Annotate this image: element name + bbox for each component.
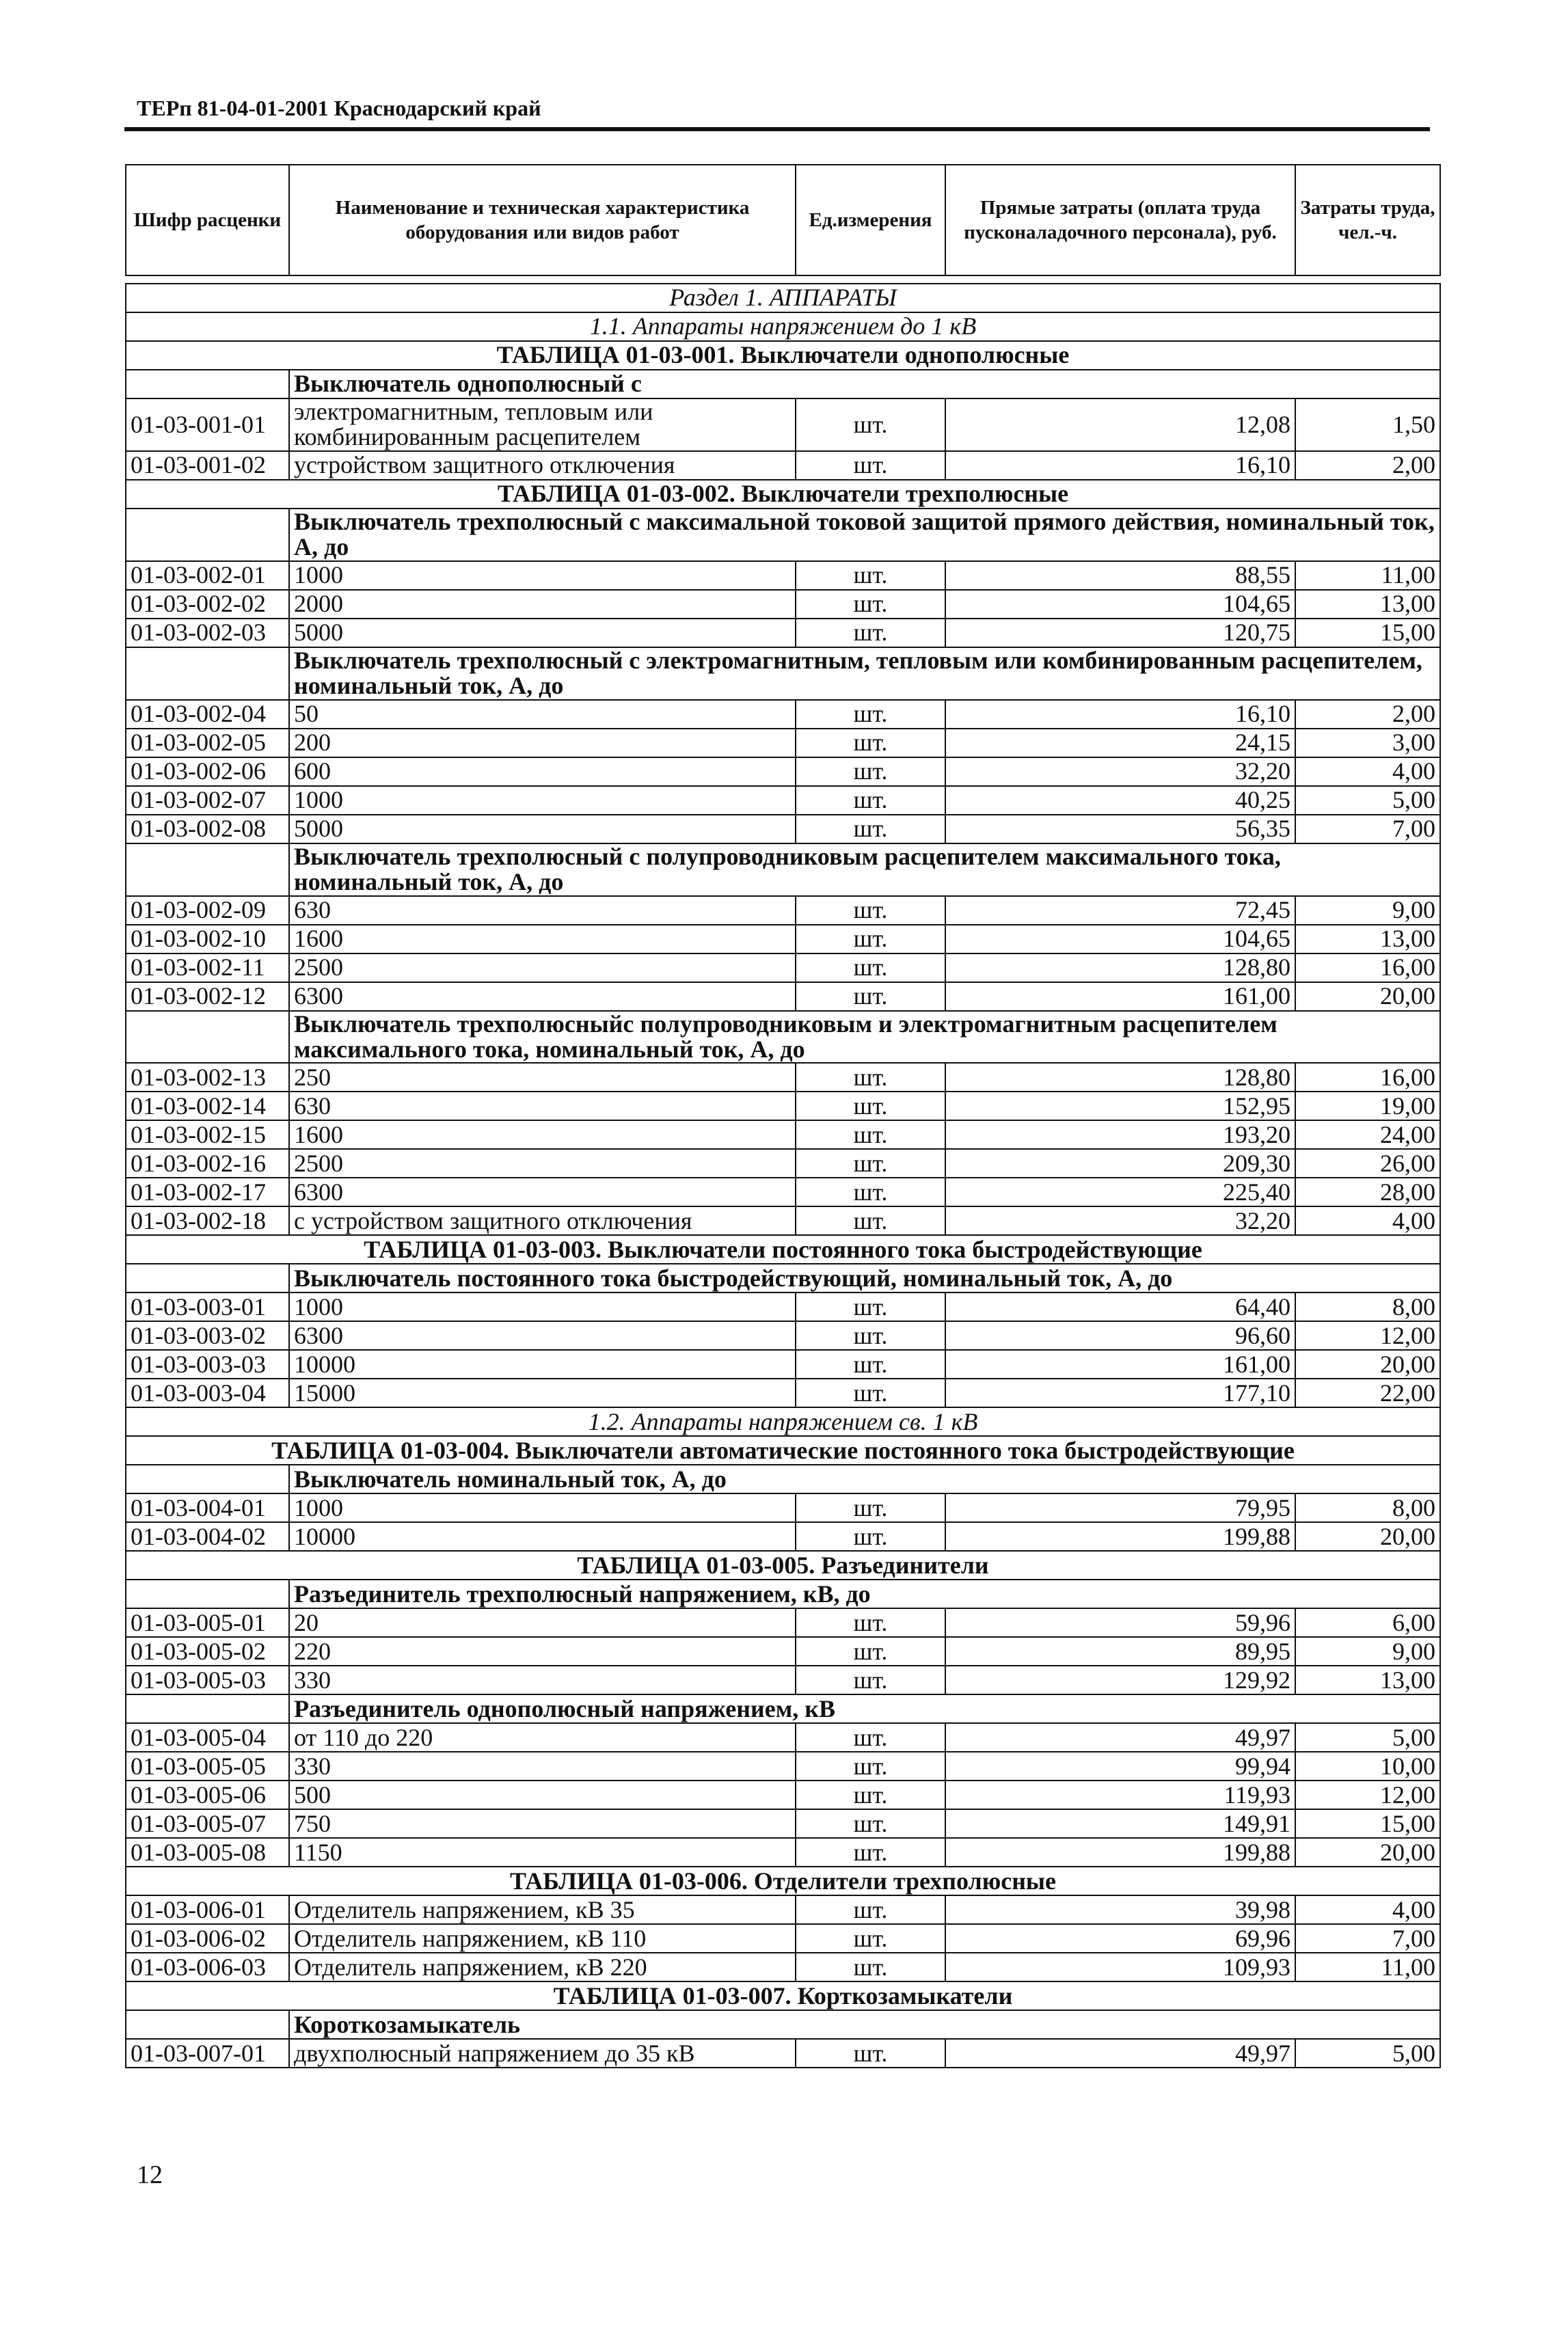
cell-name: Отделитель напряжением, кВ 35 [289, 1895, 796, 1924]
cell-labor: 20,00 [1295, 982, 1440, 1011]
cell-labor: 4,00 [1295, 1206, 1440, 1235]
cell-code: 01-03-006-02 [126, 1924, 289, 1953]
group-row [126, 843, 1440, 896]
cell-labor: 22,00 [1295, 1379, 1440, 1407]
table-row [126, 1723, 1440, 1752]
group-title: Выключатель трехполюсныйс полупроводниковым и электромагнитным расцепителем максимального тока, номинальный ток, А, до [289, 1011, 1440, 1064]
cell-code: 01-03-004-01 [126, 1493, 289, 1522]
table-row [126, 982, 1440, 1011]
cell-name: 5000 [289, 815, 796, 843]
group-title: Выключатель номинальный ток, А, до [289, 1465, 1440, 1493]
cell-name: 1000 [289, 1293, 796, 1321]
cell-direct-cost: 88,55 [945, 561, 1295, 590]
cell-labor: 4,00 [1295, 1895, 1440, 1924]
cell-direct-cost: 161,00 [945, 1350, 1295, 1379]
cell-direct-cost: 79,95 [945, 1493, 1295, 1522]
table-title: ТАБЛИЦА 01-03-002. Выключатели трехполюсные [126, 480, 1440, 509]
cell-labor: 16,00 [1295, 953, 1440, 982]
cell-unit: шт. [796, 2039, 945, 2068]
cell-direct-cost: 24,15 [945, 729, 1295, 757]
cell-labor: 20,00 [1295, 1350, 1440, 1379]
cell-labor: 12,00 [1295, 1321, 1440, 1350]
cell-labor: 13,00 [1295, 590, 1440, 619]
cell-unit: шт. [796, 925, 945, 953]
cell-labor: 8,00 [1295, 1293, 1440, 1321]
cell-name: 1600 [289, 1120, 796, 1149]
cell-unit: шт. [796, 953, 945, 982]
cell-direct-cost: 56,35 [945, 815, 1295, 843]
group-code-cell [126, 843, 289, 896]
cell-unit: шт. [796, 1809, 945, 1838]
group-row [126, 1011, 1440, 1064]
cell-name: 200 [289, 729, 796, 757]
cell-labor: 28,00 [1295, 1178, 1440, 1206]
group-row [126, 370, 1440, 398]
table-title-row [126, 1235, 1440, 1264]
cell-code: 01-03-002-02 [126, 590, 289, 619]
group-row [126, 509, 1440, 561]
cell-name: Отделитель напряжением, кВ 110 [289, 1924, 796, 1953]
cell-code: 01-03-004-02 [126, 1522, 289, 1551]
table-row [126, 2039, 1440, 2068]
cell-unit: шт. [796, 786, 945, 815]
table-row [126, 1379, 1440, 1407]
cell-name: 220 [289, 1637, 796, 1666]
cell-unit: шт. [796, 1149, 945, 1178]
cell-code: 01-03-005-08 [126, 1838, 289, 1867]
cell-direct-cost: 128,80 [945, 953, 1295, 982]
header-code: Шифр расценки [126, 165, 289, 275]
group-row [126, 2010, 1440, 2039]
cell-code: 01-03-002-04 [126, 700, 289, 729]
table-row [126, 1321, 1440, 1350]
cell-direct-cost: 69,96 [945, 1924, 1295, 1953]
group-code-cell [126, 2010, 289, 2039]
table-row [126, 1206, 1440, 1235]
cell-labor: 1,50 [1295, 398, 1440, 451]
cell-name: 2500 [289, 1149, 796, 1178]
cell-direct-cost: 32,20 [945, 1206, 1295, 1235]
cell-code: 01-03-005-01 [126, 1608, 289, 1637]
cell-labor: 20,00 [1295, 1522, 1440, 1551]
cell-code: 01-03-007-01 [126, 2039, 289, 2068]
cell-name: 15000 [289, 1379, 796, 1407]
cell-direct-cost: 129,92 [945, 1666, 1295, 1694]
table-row [126, 1781, 1440, 1809]
cell-unit: шт. [796, 1379, 945, 1407]
group-title: Выключатель постоянного тока быстродействующий, номинальный ток, А, до [289, 1264, 1440, 1293]
table-row [126, 896, 1440, 925]
cell-unit: шт. [796, 1608, 945, 1637]
cell-name: 330 [289, 1752, 796, 1781]
group-row [126, 1264, 1440, 1293]
cell-name: 630 [289, 1092, 796, 1120]
table-row [126, 1752, 1440, 1781]
cell-labor: 24,00 [1295, 1120, 1440, 1149]
cell-direct-cost: 64,40 [945, 1293, 1295, 1321]
header-spacer [126, 275, 1440, 284]
table-title-row [126, 341, 1440, 370]
cell-unit: шт. [796, 1666, 945, 1694]
group-title: Выключатель однополюсный с [289, 370, 1440, 398]
cell-unit: шт. [796, 1838, 945, 1867]
table-title-row [126, 1981, 1440, 2010]
table-title-row [126, 1867, 1440, 1895]
cell-code: 01-03-002-17 [126, 1178, 289, 1206]
cell-name: двухполюсный напряжением до 35 кВ [289, 2039, 796, 2068]
cell-labor: 7,00 [1295, 1924, 1440, 1953]
table-body [126, 284, 1440, 2068]
cell-direct-cost: 12,08 [945, 398, 1295, 451]
table-row [126, 1809, 1440, 1838]
cell-direct-cost: 199,88 [945, 1838, 1295, 1867]
cell-labor: 11,00 [1295, 561, 1440, 590]
cell-unit: шт. [796, 700, 945, 729]
table-row [126, 561, 1440, 590]
cell-name: 50 [289, 700, 796, 729]
cell-labor: 5,00 [1295, 2039, 1440, 2068]
group-code-cell [126, 1580, 289, 1608]
cell-unit: шт. [796, 982, 945, 1011]
cell-labor: 26,00 [1295, 1149, 1440, 1178]
cell-direct-cost: 16,10 [945, 700, 1295, 729]
cell-code: 01-03-002-01 [126, 561, 289, 590]
table-row [126, 1838, 1440, 1867]
header-unit: Ед.измерения [796, 165, 945, 275]
table-row [126, 398, 1440, 451]
cell-direct-cost: 120,75 [945, 619, 1295, 647]
cell-unit: шт. [796, 590, 945, 619]
cell-unit: шт. [796, 1637, 945, 1666]
cell-code: 01-03-003-04 [126, 1379, 289, 1407]
table-row [126, 786, 1440, 815]
cell-code: 01-03-002-05 [126, 729, 289, 757]
cell-labor: 5,00 [1295, 1723, 1440, 1752]
table-title: ТАБЛИЦА 01-03-003. Выключатели постоянного тока быстродействующие [126, 1235, 1440, 1264]
cell-name: 20 [289, 1608, 796, 1637]
cell-code: 01-03-005-07 [126, 1809, 289, 1838]
cell-name: 630 [289, 896, 796, 925]
header-labor: Затраты труда, чел.-ч. [1295, 165, 1440, 275]
table-title: ТАБЛИЦА 01-03-005. Разъединители [126, 1551, 1440, 1580]
cell-unit: шт. [796, 451, 945, 480]
table-row [126, 1063, 1440, 1092]
table-title-row [126, 1551, 1440, 1580]
table-row [126, 1120, 1440, 1149]
table-row [126, 815, 1440, 843]
cell-labor: 13,00 [1295, 925, 1440, 953]
cell-direct-cost: 39,98 [945, 1895, 1295, 1924]
table-row [126, 590, 1440, 619]
cell-unit: шт. [796, 896, 945, 925]
cell-labor: 11,00 [1295, 1953, 1440, 1981]
table-row [126, 757, 1440, 786]
cell-direct-cost: 32,20 [945, 757, 1295, 786]
cell-labor: 7,00 [1295, 815, 1440, 843]
cell-unit: шт. [796, 729, 945, 757]
cell-code: 01-03-002-08 [126, 815, 289, 843]
cell-direct-cost: 49,97 [945, 1723, 1295, 1752]
cell-code: 01-03-002-16 [126, 1149, 289, 1178]
cell-labor: 19,00 [1295, 1092, 1440, 1120]
cell-direct-cost: 104,65 [945, 590, 1295, 619]
group-row [126, 647, 1440, 700]
cell-labor: 15,00 [1295, 1809, 1440, 1838]
group-title: Выключатель трехполюсный с полупроводниковым расцепителем максимального тока, номинальный ток, А, до [289, 843, 1440, 896]
group-title: Разъединитель однополюсный напряжением, кВ [289, 1694, 1440, 1723]
table-row [126, 1666, 1440, 1694]
cell-name: 10000 [289, 1522, 796, 1551]
cell-unit: шт. [796, 398, 945, 451]
cell-direct-cost: 152,95 [945, 1092, 1295, 1120]
cell-unit: шт. [796, 1092, 945, 1120]
group-title: Короткозамыкатель [289, 2010, 1440, 2039]
cell-code: 01-03-002-09 [126, 896, 289, 925]
cell-name: 6300 [289, 1178, 796, 1206]
cell-name: 1000 [289, 786, 796, 815]
cell-unit: шт. [796, 757, 945, 786]
cell-name: 5000 [289, 619, 796, 647]
cell-code: 01-03-005-02 [126, 1637, 289, 1666]
table-header [126, 165, 1440, 284]
group-title: Выключатель трехполюсный с максимальной токовой защитой прямого действия, номинальный ток, А, до [289, 509, 1440, 561]
cell-unit: шт. [796, 1321, 945, 1350]
cell-direct-cost: 199,88 [945, 1522, 1295, 1551]
cell-code: 01-03-006-03 [126, 1953, 289, 1981]
cell-unit: шт. [796, 1493, 945, 1522]
cell-labor: 15,00 [1295, 619, 1440, 647]
cell-direct-cost: 119,93 [945, 1781, 1295, 1809]
cell-labor: 13,00 [1295, 1666, 1440, 1694]
cell-code: 01-03-003-03 [126, 1350, 289, 1379]
cell-name: от 110 до 220 [289, 1723, 796, 1752]
cell-code: 01-03-002-14 [126, 1092, 289, 1120]
cell-labor: 6,00 [1295, 1608, 1440, 1637]
table-title: ТАБЛИЦА 01-03-006. Отделители трехполюсные [126, 1867, 1440, 1895]
subsection-title: 1.2. Аппараты напряжением св. 1 кВ [126, 1407, 1440, 1436]
table-row [126, 1350, 1440, 1379]
cell-unit: шт. [796, 1752, 945, 1781]
table-title: ТАБЛИЦА 01-03-001. Выключатели однополюсные [126, 341, 1440, 370]
cell-labor: 3,00 [1295, 729, 1440, 757]
cell-direct-cost: 193,20 [945, 1120, 1295, 1149]
page-number: 12 [137, 2161, 163, 2189]
cell-unit: шт. [796, 1924, 945, 1953]
cell-code: 01-03-003-02 [126, 1321, 289, 1350]
cell-name: 1000 [289, 1493, 796, 1522]
group-code-cell [126, 370, 289, 398]
group-code-cell [126, 509, 289, 561]
cell-code: 01-03-005-05 [126, 1752, 289, 1781]
table-row [126, 925, 1440, 953]
group-code-cell [126, 1465, 289, 1493]
cell-code: 01-03-002-03 [126, 619, 289, 647]
table-row [126, 1493, 1440, 1522]
subsection-row [126, 312, 1440, 341]
cell-labor: 2,00 [1295, 451, 1440, 480]
cell-name: 330 [289, 1666, 796, 1694]
cell-name: 6300 [289, 982, 796, 1011]
table-row [126, 1608, 1440, 1637]
cell-direct-cost: 104,65 [945, 925, 1295, 953]
cell-unit: шт. [796, 815, 945, 843]
cell-unit: шт. [796, 1895, 945, 1924]
cell-unit: шт. [796, 1178, 945, 1206]
cell-code: 01-03-002-12 [126, 982, 289, 1011]
cell-labor: 8,00 [1295, 1493, 1440, 1522]
cell-labor: 9,00 [1295, 896, 1440, 925]
cell-code: 01-03-002-10 [126, 925, 289, 953]
cell-unit: шт. [796, 1723, 945, 1752]
group-code-cell [126, 1694, 289, 1723]
table-row [126, 1637, 1440, 1666]
cell-unit: шт. [796, 1350, 945, 1379]
cell-direct-cost: 209,30 [945, 1149, 1295, 1178]
cell-name: электромагнитным, тепловым или комбинированным расцепителем [289, 398, 796, 451]
cell-labor: 9,00 [1295, 1637, 1440, 1666]
cell-name: 1150 [289, 1838, 796, 1867]
table-row [126, 953, 1440, 982]
cell-name: 1000 [289, 561, 796, 590]
cell-name: 10000 [289, 1350, 796, 1379]
cell-direct-cost: 59,96 [945, 1608, 1295, 1637]
cell-name: с устройством защитного отключения [289, 1206, 796, 1235]
group-row [126, 1465, 1440, 1493]
table-title-row [126, 480, 1440, 509]
cell-code: 01-03-001-02 [126, 451, 289, 480]
cell-direct-cost: 96,60 [945, 1321, 1295, 1350]
section-title: Раздел 1. АППАРАТЫ [126, 284, 1440, 312]
table-row [126, 729, 1440, 757]
cell-direct-cost: 49,97 [945, 2039, 1295, 2068]
cell-name: 2500 [289, 953, 796, 982]
cell-direct-cost: 149,91 [945, 1809, 1295, 1838]
table-title-row [126, 1436, 1440, 1465]
cell-direct-cost: 16,10 [945, 451, 1295, 480]
page-header: ТЕРп 81-04-01-2001 Краснодарский край [137, 96, 541, 120]
cell-name: 250 [289, 1063, 796, 1092]
table-row [126, 700, 1440, 729]
cell-direct-cost: 109,93 [945, 1953, 1295, 1981]
cell-name: 1600 [289, 925, 796, 953]
cell-code: 01-03-003-01 [126, 1293, 289, 1321]
cell-direct-cost: 89,95 [945, 1637, 1295, 1666]
cell-code: 01-03-002-15 [126, 1120, 289, 1149]
cell-direct-cost: 161,00 [945, 982, 1295, 1011]
cell-direct-cost: 99,94 [945, 1752, 1295, 1781]
cell-unit: шт. [796, 1522, 945, 1551]
header-rule [124, 127, 1430, 131]
cell-code: 01-03-005-03 [126, 1666, 289, 1694]
group-code-cell [126, 1011, 289, 1064]
cell-labor: 20,00 [1295, 1838, 1440, 1867]
header-name: Наименование и техническая характеристика оборудования или видов работ [289, 165, 796, 275]
subsection-row [126, 1407, 1440, 1436]
cell-unit: шт. [796, 1063, 945, 1092]
cell-unit: шт. [796, 1293, 945, 1321]
cell-unit: шт. [796, 619, 945, 647]
cell-name: 750 [289, 1809, 796, 1838]
group-row [126, 1694, 1440, 1723]
cell-code: 01-03-002-18 [126, 1206, 289, 1235]
cell-unit: шт. [796, 1781, 945, 1809]
table-row [126, 619, 1440, 647]
cell-direct-cost: 177,10 [945, 1379, 1295, 1407]
cell-direct-cost: 225,40 [945, 1178, 1295, 1206]
cell-code: 01-03-005-06 [126, 1781, 289, 1809]
table-title: ТАБЛИЦА 01-03-007. Корткозамыкатели [126, 1981, 1440, 2010]
cell-code: 01-03-002-13 [126, 1063, 289, 1092]
cell-code: 01-03-001-01 [126, 398, 289, 451]
cell-unit: шт. [796, 561, 945, 590]
cell-name: 600 [289, 757, 796, 786]
cell-labor: 10,00 [1295, 1752, 1440, 1781]
cell-code: 01-03-002-11 [126, 953, 289, 982]
cell-code: 01-03-002-06 [126, 757, 289, 786]
cell-name: 6300 [289, 1321, 796, 1350]
header-direct-cost: Прямые затраты (оплата труда пусконаладочного персонала), руб. [945, 165, 1295, 275]
cell-name: Отделитель напряжением, кВ 220 [289, 1953, 796, 1981]
table-row [126, 1149, 1440, 1178]
cell-unit: шт. [796, 1206, 945, 1235]
subsection-title: 1.1. Аппараты напряжением до 1 кВ [126, 312, 1440, 341]
table-row [126, 1522, 1440, 1551]
table-row [126, 1092, 1440, 1120]
group-row [126, 1580, 1440, 1608]
cell-code: 01-03-006-01 [126, 1895, 289, 1924]
cell-labor: 5,00 [1295, 786, 1440, 815]
group-title: Разъединитель трехполюсный напряжением, кВ, до [289, 1580, 1440, 1608]
cell-direct-cost: 40,25 [945, 786, 1295, 815]
table-row [126, 1178, 1440, 1206]
group-title: Выключатель трехполюсный с электромагнитным, тепловым или комбинированным расцепителем, номинальный ток, А, до [289, 647, 1440, 700]
price-table [125, 164, 1441, 2068]
table-row [126, 1293, 1440, 1321]
cell-direct-cost: 72,45 [945, 896, 1295, 925]
group-code-cell [126, 647, 289, 700]
cell-code: 01-03-005-04 [126, 1723, 289, 1752]
table-row [126, 1895, 1440, 1924]
cell-name: 2000 [289, 590, 796, 619]
cell-unit: шт. [796, 1953, 945, 1981]
cell-labor: 16,00 [1295, 1063, 1440, 1092]
cell-labor: 12,00 [1295, 1781, 1440, 1809]
table-row [126, 1953, 1440, 1981]
section-row [126, 284, 1440, 312]
cell-name: 500 [289, 1781, 796, 1809]
cell-unit: шт. [796, 1120, 945, 1149]
cell-code: 01-03-002-07 [126, 786, 289, 815]
table-row [126, 451, 1440, 480]
table-title: ТАБЛИЦА 01-03-004. Выключатели автоматические постоянного тока быстродействующие [126, 1436, 1440, 1465]
cell-name: устройством защитного отключения [289, 451, 796, 480]
cell-direct-cost: 128,80 [945, 1063, 1295, 1092]
group-code-cell [126, 1264, 289, 1293]
table-row [126, 1924, 1440, 1953]
cell-labor: 2,00 [1295, 700, 1440, 729]
cell-labor: 4,00 [1295, 757, 1440, 786]
